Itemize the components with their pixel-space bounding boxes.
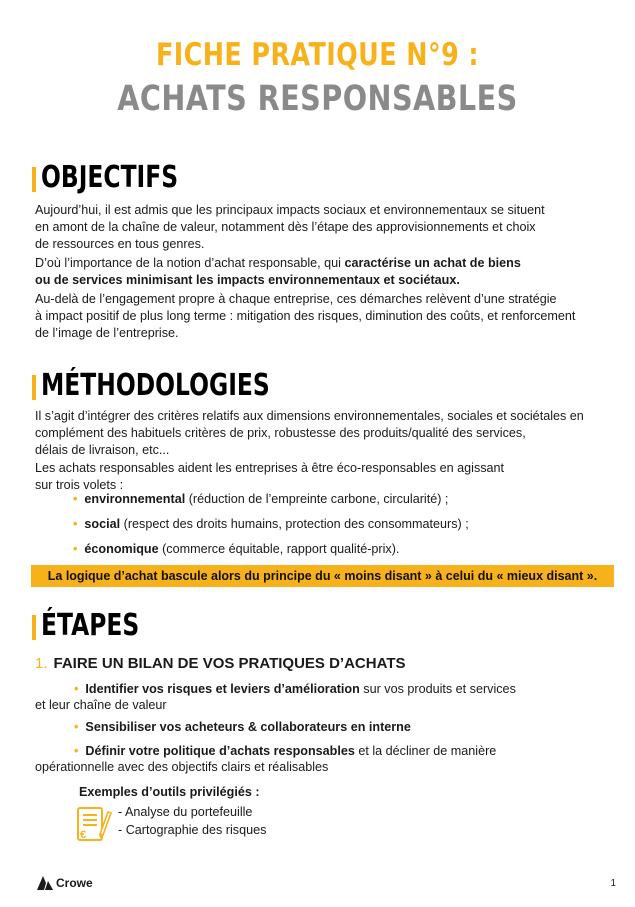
page-number: 1 — [610, 878, 616, 889]
text-line: sur trois volets : — [35, 478, 124, 492]
text-line: Les achats responsables aident les entreprises à être éco-responsables en agissant — [35, 461, 505, 475]
step-number: 1. — [35, 655, 48, 672]
section-heading-etapes: ÉTAPES — [41, 608, 140, 643]
step-item-bold: Sensibiliser vos acheteurs & collaborateurs en interne — [85, 720, 411, 734]
objectifs-paragraph-2 — [35, 255, 615, 289]
bullet-dot: • — [74, 744, 79, 758]
document-euro-icon — [76, 804, 112, 844]
page-title-line2: ACHATS RESPONSABLES — [117, 79, 518, 119]
section-marker — [32, 615, 36, 640]
step-item-identifier — [35, 681, 615, 713]
text-line: Il s’agit d’intégrer des critères relatifs aux dimensions environnementales, sociales et sociétales en — [35, 409, 584, 423]
text-plain: D’où l’importance de la notion d’achat responsable, qui — [35, 256, 345, 270]
methodologies-paragraph-2 — [35, 460, 615, 494]
bullet-dot: • — [73, 492, 78, 506]
text-line: Aujourd’hui, il est admis que les principaux impacts sociaux et environnementaux se situent — [35, 203, 545, 217]
tool-item: - Cartographie des risques — [118, 823, 267, 837]
objectifs-paragraph-3 — [35, 291, 615, 342]
step-1-title — [35, 655, 405, 672]
step-title-text: FAIRE UN BILAN DE VOS PRATIQUES D’ACHATS — [53, 655, 406, 672]
text-line: de l’image de l’entreprise. — [35, 326, 179, 340]
tools-heading: Exemples d’outils privilégiés : — [79, 785, 260, 799]
step-item-bold: Définir votre politique d’achats responsables — [85, 744, 355, 758]
volet-term: économique — [84, 542, 159, 556]
section-heading-methodologies: MÉTHODOLOGIES — [41, 368, 270, 403]
crowe-logo-icon — [37, 876, 53, 890]
methodologies-paragraph-1 — [35, 408, 615, 459]
volet-detail: (réduction de l’empreinte carbone, circularité) ; — [185, 492, 449, 506]
step-item-sensibiliser — [35, 719, 615, 735]
text-bold: caractérise un achat de biens — [344, 256, 521, 270]
section-marker — [32, 375, 36, 400]
section-marker — [32, 167, 36, 192]
objectifs-paragraph-1 — [35, 202, 615, 253]
text-line: délais de livraison, etc... — [35, 443, 170, 457]
step-item-line2: et leur chaîne de valeur — [35, 698, 167, 712]
step-item-line — [35, 719, 615, 735]
tool-item: - Analyse du portefeuille — [118, 805, 253, 819]
step-item-rest: sur vos produits et services — [359, 682, 516, 696]
step-item-bold: Identifier vos risques et leviers d’amélioration — [85, 682, 360, 696]
logo-text: Crowe — [56, 876, 93, 890]
bullet-dot: • — [74, 682, 79, 696]
volet-detail: (respect des droits humains, protection des consommateurs) ; — [120, 517, 469, 531]
step-item-rest: et la décliner de manière — [354, 744, 497, 758]
text-bold: ou de services minimisant les impacts environnementaux et sociétaux. — [35, 273, 460, 287]
volet-economique — [73, 542, 399, 556]
page-title-line1: FICHE PRATIQUE N°9 : — [155, 37, 480, 73]
text-line: à impact positif de plus long terme : mitigation des risques, diminution des coûts, et renforcement — [35, 309, 576, 323]
volet-term: social — [84, 517, 121, 531]
step-item-definir — [35, 743, 615, 775]
volet-environnemental — [73, 492, 448, 506]
highlight-banner: La logique d’achat bascule alors du principe du « moins disant » à celui du « mieux disant ». — [31, 565, 614, 587]
volet-social — [73, 517, 469, 531]
bullet-dot: • — [73, 517, 78, 531]
text-line — [35, 255, 615, 272]
volet-detail: (commerce équitable, rapport qualité-prix). — [158, 542, 400, 556]
text-line: de ressources en tous genres. — [35, 237, 205, 251]
volet-term: environnemental — [84, 492, 186, 506]
text-line: Au-delà de l’engagement propre à chaque entreprise, ces démarches relèvent d’une stratégie — [35, 292, 557, 306]
bullet-dot: • — [74, 720, 79, 734]
crowe-logo — [37, 875, 93, 891]
text-line — [35, 272, 615, 289]
text-line: en amont de la chaîne de valeur, notamment dès l’étape des approvisionnements et choix — [35, 220, 536, 234]
svg-text:€: € — [80, 829, 87, 841]
step-item-line — [35, 681, 615, 697]
text-line: complément des habituels critères de prix, robustesse des produits/qualité des services, — [35, 426, 526, 440]
section-heading-objectifs: OBJECTIFS — [41, 160, 179, 195]
step-item-line2: opérationnelle avec des objectifs clairs et réalisables — [35, 760, 329, 774]
step-item-line — [35, 743, 615, 759]
bullet-dot: • — [73, 542, 78, 556]
